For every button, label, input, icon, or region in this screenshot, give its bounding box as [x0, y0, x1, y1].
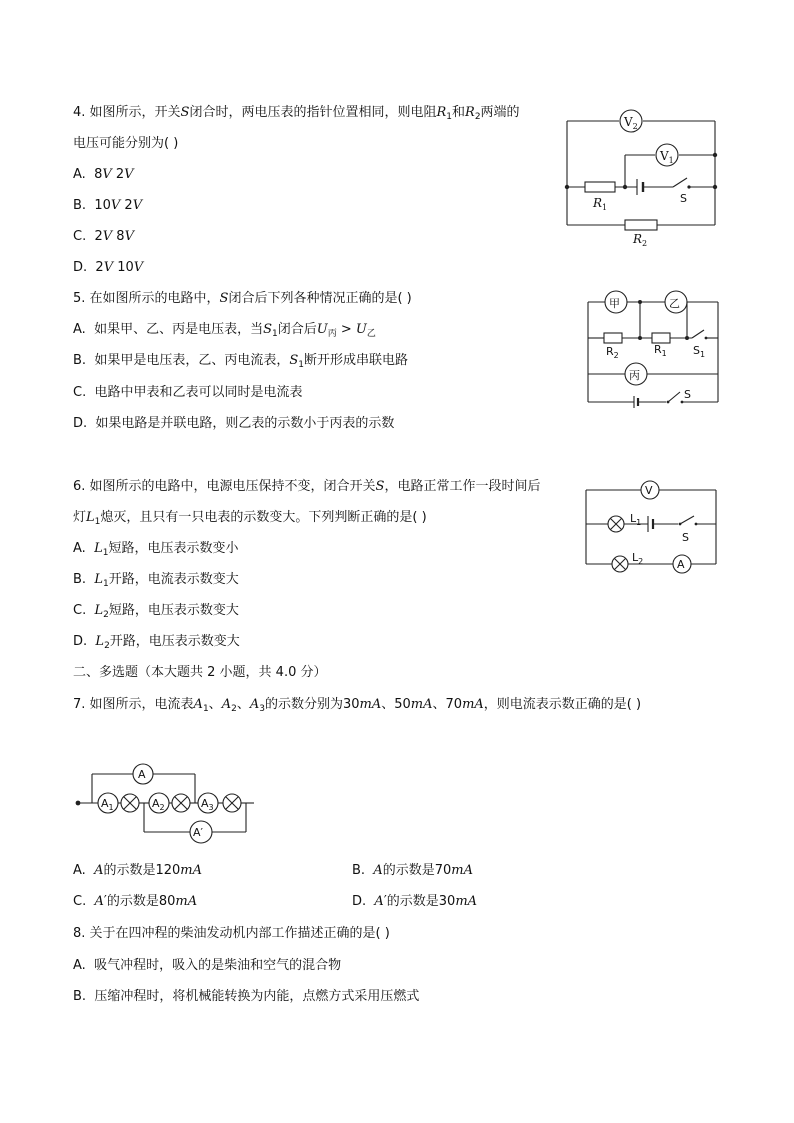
- svg-text:V1: $V_1$: [660, 149, 674, 165]
- q5-stem: 5. 在如图所示的电路中，S闭合后下列各种情况正确的是( ): [73, 291, 412, 306]
- q7-option-d[interactable]: D. A′的示数是30mA: [352, 894, 478, 909]
- svg-text:乙: 乙: [669, 297, 680, 310]
- svg-text:L1: $L_1$: [630, 512, 642, 527]
- q4-resistor-r2: [625, 220, 657, 230]
- q4-option-b[interactable]: B. 10V 2V: [73, 198, 143, 213]
- svg-text:A3: $A_3$: [201, 797, 214, 812]
- q4-stem-line2: 电压可能分别为( ): [73, 136, 179, 151]
- q8-option-b[interactable]: B. 压缩冲程时，将机械能转换为内能，点燃方式采用压燃式: [73, 989, 420, 1004]
- q7-option-a[interactable]: A. A的示数是120mA: [73, 863, 203, 878]
- q8-option-a[interactable]: A. 吸气冲程时，吸入的是柴油和空气的混合物: [73, 958, 342, 973]
- q7-option-c[interactable]: C. A′的示数是80mA: [73, 894, 198, 909]
- q5-option-d[interactable]: D. 如果电路是并联电路，则乙表的示数小于丙表的示数: [73, 416, 395, 431]
- q4-switch-s: [673, 178, 687, 187]
- q6-stem-line1: 6. 如图所示的电路中，电源电压保持不变，闭合开关S，电路正常工作一段时间后: [73, 479, 541, 494]
- q4-option-a[interactable]: A. 8V 2V: [73, 167, 134, 182]
- svg-text:S: S: [684, 388, 691, 401]
- q7-stem: 7. 如图所示，电流表$A_1$、$A_2$、$A_3$的示数分别为30mA、50mA、70mA，则电流表示数正确的是( ): [73, 697, 642, 714]
- svg-text:A′: A′: [193, 826, 204, 839]
- q7-option-b[interactable]: B. A的示数是70mA: [352, 863, 473, 878]
- q5-resistor-r2: [604, 333, 622, 343]
- q5-option-c[interactable]: C. 电路中甲表和乙表可以同时是电流表: [73, 385, 303, 400]
- q7-circuit-diagram: [70, 762, 260, 844]
- q4-option-c[interactable]: C. 2V 8V: [73, 229, 134, 244]
- q4-stem-line1: 4. 如图所示，开关S闭合时，两电压表的指针位置相同，则电阻$R_1$和$R_2$两端的: [73, 105, 520, 122]
- section-2-title: 二、多选题（本大题共 2 小题，共 4.0 分）: [73, 665, 327, 680]
- svg-text:V: V: [645, 484, 653, 497]
- svg-text:A1: $A_1$: [101, 797, 114, 812]
- svg-text:S: S: [682, 531, 689, 544]
- q6-switch-s: [680, 516, 694, 524]
- svg-text:V2: $V_2$: [624, 115, 638, 131]
- q5-switch-s1: [692, 330, 704, 338]
- q5-option-b[interactable]: B. 如果甲是电压表，乙、丙电流表，$S_1$断开形成串联电路: [73, 353, 408, 370]
- q6-stem-line2: 灯$L_1$熄灭，且只有一只电表的示数变大。下列判断正确的是( ): [73, 510, 427, 527]
- svg-text:R1: $R_1$: [654, 343, 667, 358]
- q5-circuit-diagram: [580, 288, 730, 410]
- q4-resistor-r1: [585, 182, 615, 192]
- q5-switch-s: [668, 392, 680, 402]
- q6-option-b[interactable]: B. $L_1$开路，电流表示数变大: [73, 572, 239, 589]
- svg-text:甲: 甲: [609, 297, 620, 310]
- svg-text:S1: $S_1$: [693, 344, 706, 359]
- svg-text:S: S: [680, 192, 687, 205]
- svg-text:R2: $R_2$: [606, 345, 619, 360]
- svg-text:R2: $R_2$: [633, 232, 648, 248]
- q6-option-d[interactable]: D. $L_2$开路，电压表示数变大: [73, 634, 240, 651]
- q4-circuit-diagram: [555, 105, 730, 250]
- q6-option-c[interactable]: C. $L_2$短路，电压表示数变大: [73, 603, 239, 620]
- q5-option-a[interactable]: A. 如果甲、乙、丙是电压表，当$S_1$闭合后$U_丙 > U_乙$: [73, 322, 376, 339]
- q5-resistor-r1: [652, 333, 670, 343]
- svg-text:A: A: [138, 768, 146, 781]
- svg-text:丙: 丙: [629, 369, 640, 382]
- svg-text:R1: $R_1$: [593, 196, 608, 212]
- q8-stem: 8. 关于在四冲程的柴油发动机内部工作描述正确的是( ): [73, 926, 390, 941]
- svg-text:L2: $L_2$: [632, 551, 644, 566]
- q6-circuit-diagram: [578, 478, 728, 578]
- svg-text:A2: $A_2$: [152, 797, 165, 812]
- svg-text:A: A: [677, 558, 685, 571]
- q6-option-a[interactable]: A. $L_1$短路，电压表示数变小: [73, 541, 239, 558]
- q4-option-d[interactable]: D. 2V 10V: [73, 260, 144, 275]
